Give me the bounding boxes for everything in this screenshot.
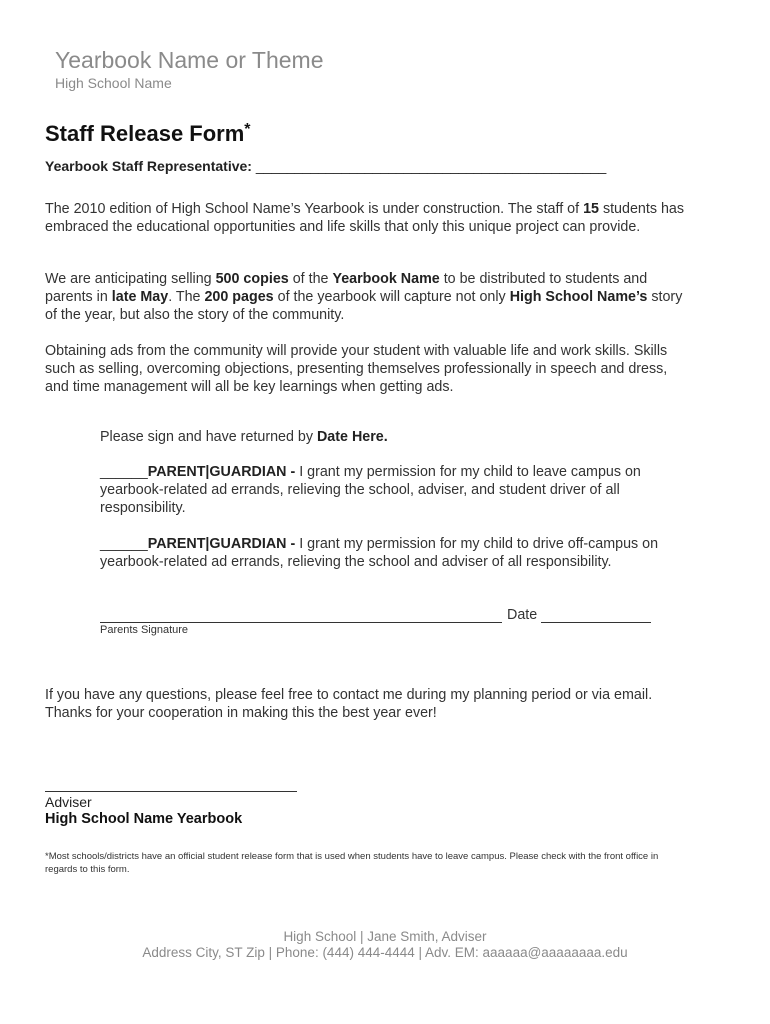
form-title [45,121,251,147]
sales-text: of the yearbook will capture not only [273,289,510,305]
sales-text: . The [168,289,205,305]
page-count: 200 pages [204,289,274,305]
permission-text: I grant my permission for my child to leave campus on yearbook-related ad errands, relieving the school, adviser, and student driver of all responsibility. [100,464,641,516]
staff-representative-blank[interactable]: _____________________________________________ [255,158,607,174]
adviser-label: Adviser [45,794,92,810]
footnote: *Most schools/districts have an official student release form that is used when students have to leave campus. Please check with the front office in regards to this form. [45,851,659,875]
staff-representative-field[interactable] [45,158,606,174]
school-name: High School Name’s [509,289,648,305]
intro-text: students has embraced the educational opportunities and life skills that only this unique project can provide. [45,201,685,235]
permission-label: PARENT|GUARDIAN - [147,464,296,480]
intro-text: The 2010 edition of High School Name’s Yearbook is under construction. The staff of [45,201,584,217]
school-name-subtitle: High School Name [55,75,172,91]
adviser-signature-line[interactable] [45,791,297,792]
ads-paragraph: Obtaining ads from the community will provide your student with valuable life and work skills. Skills such as selling, overcoming objections, presenting themselves professionally in speech and dress, and time management will all be key learnings when getting ads. [45,343,668,395]
permission-initial-blank[interactable]: ______ [100,464,148,480]
footer-contact: Address City, ST Zip | Phone: (444) 444-4444 | Adv. EM: aaaaaa@aaaaaaaa.edu [142,945,628,960]
permission-label: PARENT|GUARDIAN - [147,536,296,552]
staff-count: 15 [583,201,599,217]
questions-paragraph: If you have any questions, please feel free to contact me during my planning period or via email. Thanks for your cooperation in making this the best year ever! [45,687,653,721]
permission-text: I grant my permission for my child to drive off-campus on yearbook-related ad errands, relieving the school and adviser of all responsibility. [100,536,659,570]
copies-count: 500 copies [215,271,289,287]
footer-school-adviser: High School | Jane Smith, Adviser [283,929,487,944]
sales-text: of the [288,271,333,287]
return-date: Date Here. [316,429,388,445]
distribution-date: late May [111,289,169,305]
return-text: Please sign and have returned by [100,429,317,445]
yearbook-theme-title: Yearbook Name or Theme [55,47,324,73]
return-instructions [100,428,680,446]
permission-leave-campus [100,463,680,517]
adviser-organization: High School Name Yearbook [45,811,243,827]
intro-paragraph [45,200,685,236]
form-title-text: Staff Release Form [45,121,245,146]
parent-signature-caption: Parents Signature [100,624,189,636]
sales-text: We are anticipating selling [45,271,216,287]
date-line[interactable] [541,622,651,623]
permission-drive-off-campus [100,535,680,571]
staff-representative-label: Yearbook Staff Representative: [45,158,252,174]
permission-initial-blank[interactable]: ______ [100,536,148,552]
parent-signature-line[interactable] [100,622,502,623]
yearbook-name: Yearbook Name [332,271,440,287]
form-title-asterisk: * [244,121,251,138]
sales-text: to be distributed to students and parents in [45,271,648,305]
sales-paragraph [45,270,685,324]
sales-text: story of the year, but also the story of the community. [45,289,683,323]
date-label: Date [507,607,538,623]
